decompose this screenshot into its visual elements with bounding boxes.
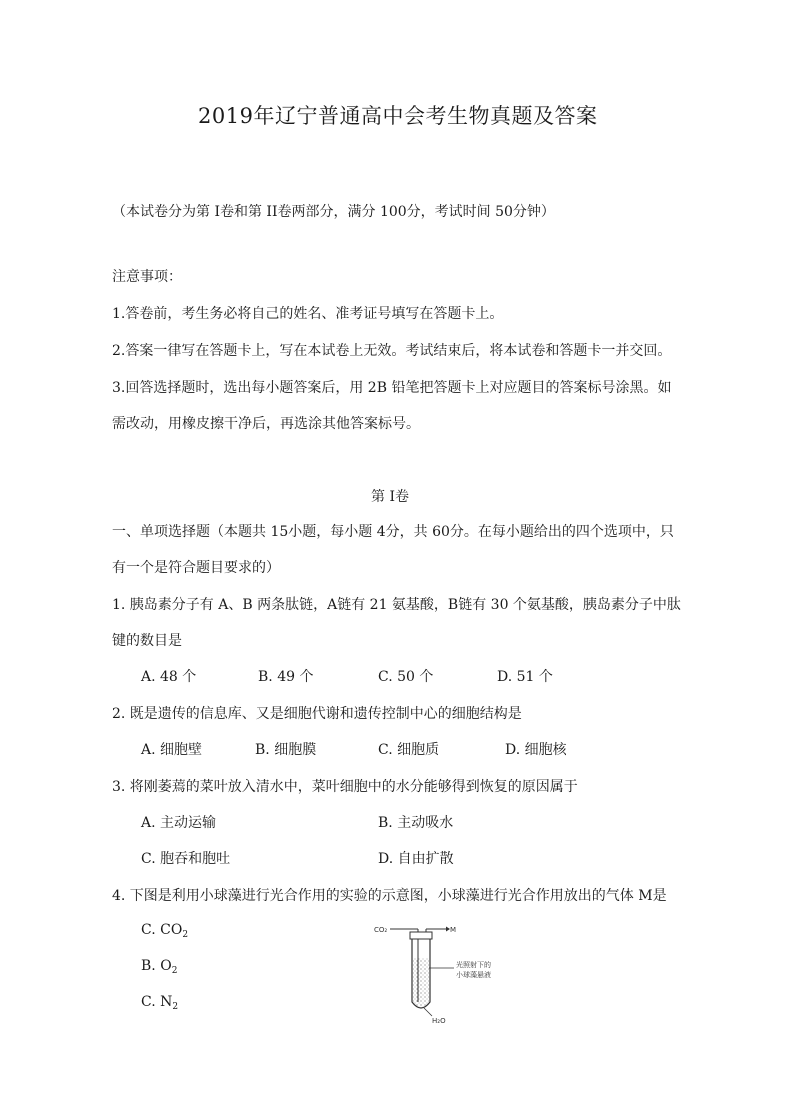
co2-inlet-label: CO₂	[374, 926, 388, 934]
note-item: 3.回答选择题时，选出每小题答案后，用 2B 铅笔把答题卡上对应题目的答案标号涂黑。如	[112, 380, 672, 396]
page-title: 2019年辽宁普通高中会考生物真题及答案	[198, 104, 598, 128]
question-1-option-a: A. 48 个	[141, 669, 197, 685]
algae-suspension	[413, 958, 429, 1007]
note-item: 1.答卷前，考生务必将自己的姓名、准考证号填写在答题卡上。	[112, 306, 504, 322]
question-3-option-d: D. 自由扩散	[378, 851, 454, 867]
question-3-option-c: C. 胞吞和胞吐	[141, 851, 231, 867]
suspension-label: 光照射下的	[456, 961, 491, 969]
exam-intro: （本试卷分为第 I卷和第 II卷两部分，满分 100分，考试时间 50分钟）	[112, 204, 555, 220]
question-4-option-b: B. $O_2$	[141, 958, 178, 976]
question-1-option-d: D. 51 个	[497, 669, 553, 685]
question-1-text: 1. 胰岛素分子有 A、B 两条肽链，A链有 21 氨基酸，B链有 30 个氨基酸，胰岛素分子中肽	[112, 597, 681, 613]
algae-test-tube-figure	[372, 920, 512, 1025]
question-2-text: 2. 既是遗传的信息库、又是细胞代谢和遗传控制中心的细胞结构是	[112, 706, 522, 722]
question-2-option-c: C. 细胞质	[378, 742, 440, 758]
section-heading: 有一个是符合题目要求的）	[112, 560, 280, 576]
question-1-option-b: B. 49 个	[258, 669, 314, 685]
question-4-option-c: C. $N_2$	[141, 994, 179, 1012]
gas-m-label: M	[450, 926, 457, 934]
note-item: 2.答案一律写在答题卡上，写在本试卷上无效。考试结束后，将本试卷和答题卡一并交回。	[112, 343, 672, 359]
question-2-option-d: D. 细胞核	[505, 742, 567, 758]
question-4-text: 4. 下图是利用小球藻进行光合作用的实验的示意图，小球藻进行光合作用放出的气体 M是	[112, 888, 667, 904]
question-3-text: 3. 将刚萎蔫的菜叶放入清水中，菜叶细胞中的水分能够得到恢复的原因属于	[112, 779, 578, 795]
note-item: 需改动，用橡皮擦干净后，再选涂其他答案标号。	[112, 416, 420, 432]
question-4-option-a: C. $CO_2$	[141, 922, 189, 940]
tube-stopper	[410, 932, 432, 939]
question-2-option-a: A. 细胞壁	[141, 742, 203, 758]
question-3-option-a: A. 主动运输	[141, 815, 217, 831]
notes-heading: 注意事项：	[112, 269, 182, 285]
section-label: 第 I卷	[371, 489, 409, 505]
suspension-label: 小球藻悬液	[456, 971, 491, 979]
question-1-text: 键的数目是	[112, 633, 182, 649]
section-heading: 一、单项选择题（本题共 15小题，每小题 4分，共 60分。在每小题给出的四个选项中，只	[112, 524, 674, 540]
question-3-option-b: B. 主动吸水	[378, 815, 454, 831]
question-2-option-b: B. 细胞膜	[255, 742, 317, 758]
question-1-option-c: C. 50 个	[378, 669, 434, 685]
water-label: H₂O	[432, 1017, 446, 1025]
